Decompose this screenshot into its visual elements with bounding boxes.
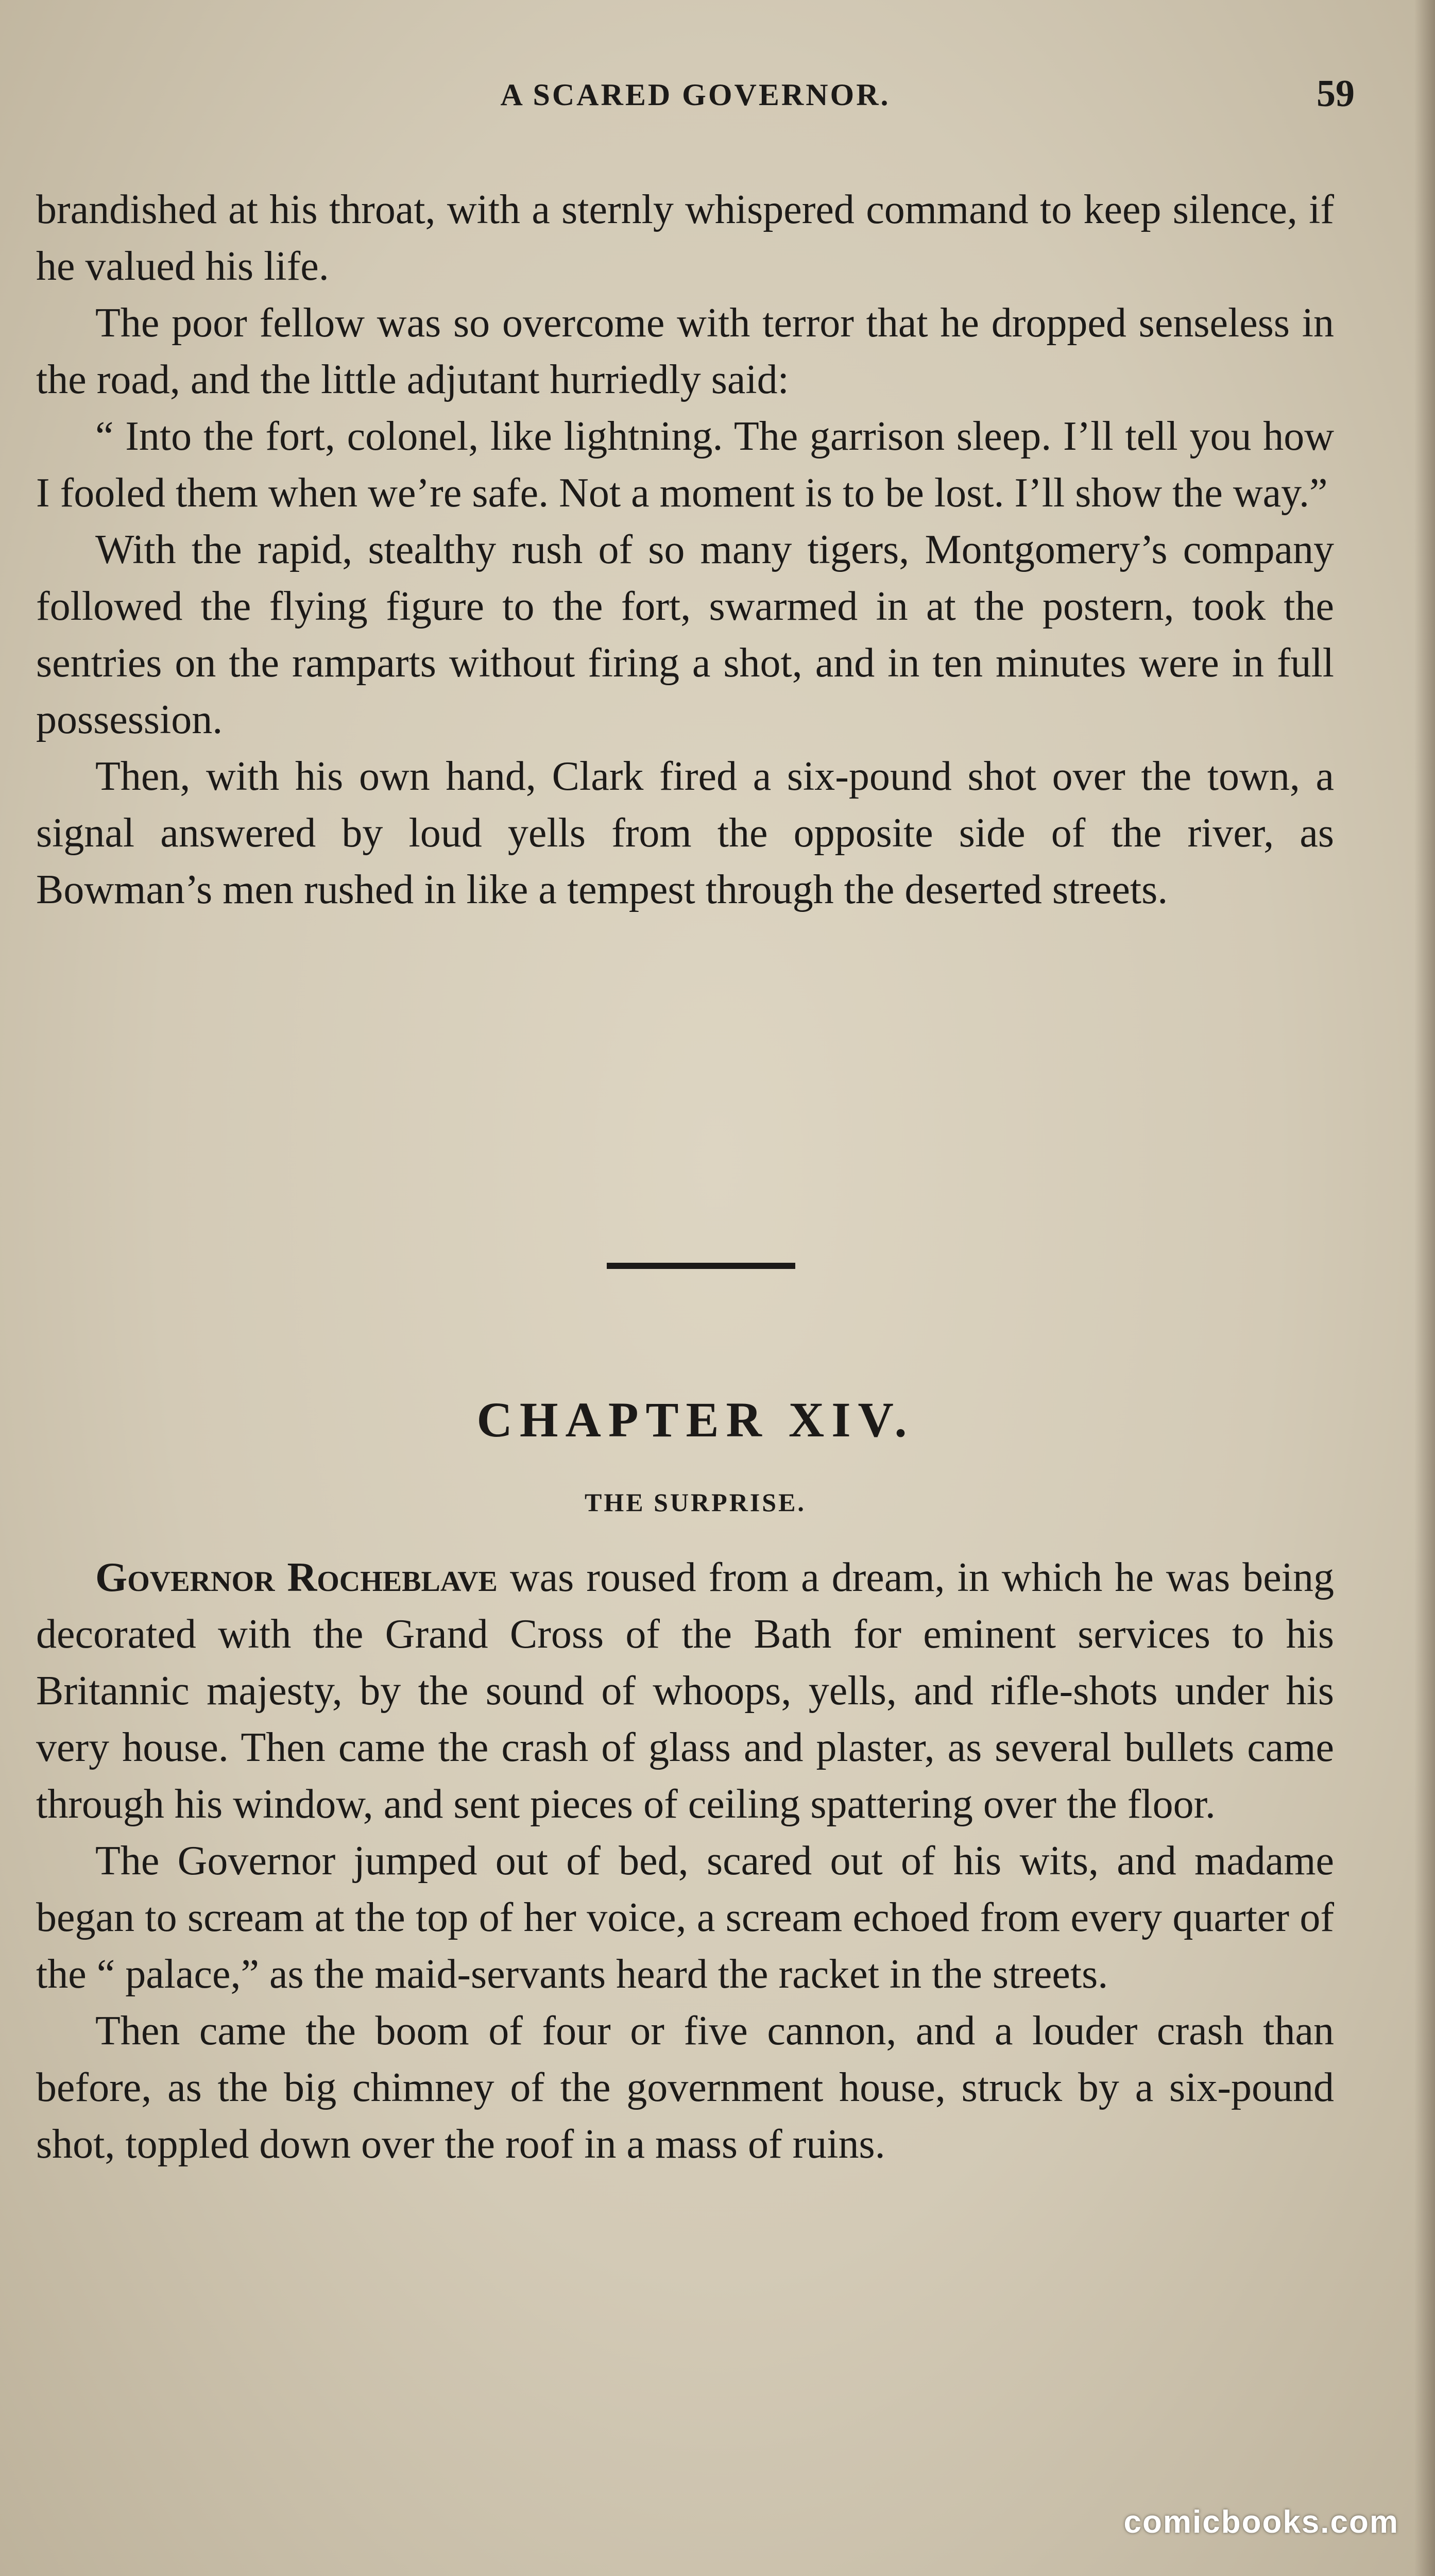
chapter-subtitle: THE SURPRISE.	[585, 1488, 806, 1517]
paragraph: Then, with his own hand, Clark fired a six-pound shot over the town, a signal answered by loud yells from the opposite side of the river, as Bowman’s men rushed in like a tempest through the deserted streets.	[36, 754, 1334, 912]
page-edge-shadow	[1414, 0, 1435, 2576]
paragraph: The Governor jumped out of bed, scared out of his wits, and madame began to scream at the top of her voice, a scream echoed from every quarter of the “ palace,” as the maid-servants heard the racket in the streets.	[36, 1838, 1334, 1997]
paragraph: With the rapid, stealthy rush of so many tigers, Montgomery’s company followed the flying figure to the fort, swarmed in at the postern, took the sentries on the ramparts without firing a shot, and in ten minutes were in full possession.	[36, 527, 1334, 742]
page-number: 59	[1317, 73, 1355, 115]
text-block-before-chapter	[36, 181, 1334, 918]
paragraph-lead-words: Governor Rocheblave	[95, 1555, 498, 1600]
paragraph: The poor fellow was so overcome with terror that he dropped senseless in the road, and the little adjutant hurriedly said:	[36, 300, 1334, 402]
paragraph: Then came the boom of four or five cannon, and a louder crash than before, as the big chimney of the government house, struck by a six-pound shot, toppled down over the roof in a mass of ruins.	[36, 2008, 1334, 2167]
chapter-title: CHAPTER XIV.	[476, 1392, 914, 1447]
paragraph	[36, 1549, 1334, 1833]
paragraph: brandished at his throat, with a sternly whispered command to keep silence, if he valued his life.	[36, 187, 1334, 289]
paragraph: “ Into the fort, colonel, like lightning. The garrison sleep. I’ll tell you how I fooled them when we’re safe. Not a moment is to be lost. I’ll show the way.”	[36, 414, 1334, 516]
running-head: A SCARED GOVERNOR.	[500, 78, 891, 112]
section-divider-rule	[607, 1263, 795, 1269]
page-header	[36, 73, 1355, 134]
watermark: comicbooks.com	[1123, 2504, 1399, 2540]
paragraph-text: was roused from a dream, in which he was being decorated with the Grand Cross of the Bath for eminent services to his Britannic majesty, by the sound of whoops, yells, and rifle-shots under his very house. Then came the crash of glass and plaster, as several bullets came through his window, and sent pieces of ceiling spattering over the floor.	[36, 1555, 1335, 1827]
text-block-chapter	[36, 1549, 1334, 2173]
